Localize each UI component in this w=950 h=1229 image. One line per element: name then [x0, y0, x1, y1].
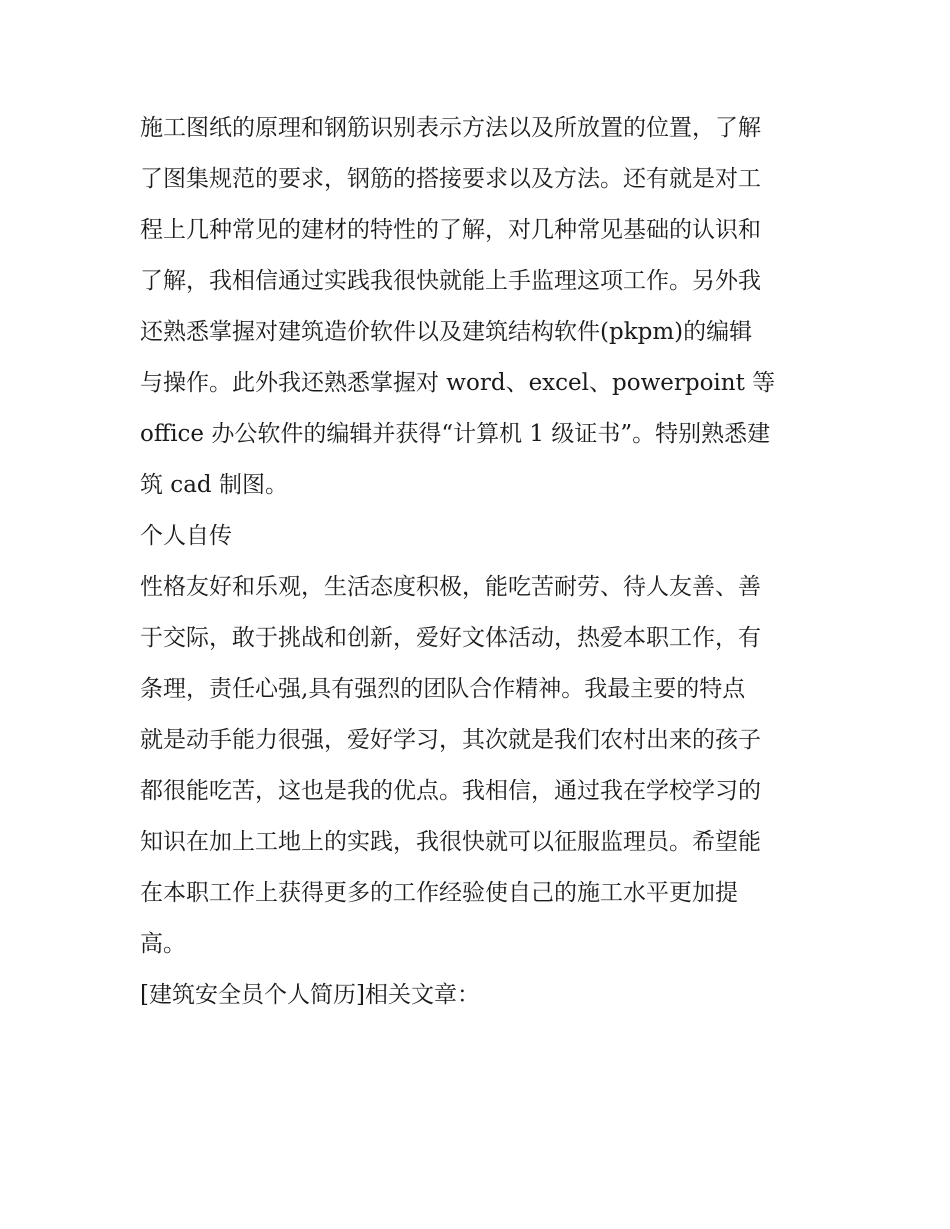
text-line: 了图集规范的要求，钢筋的搭接要求以及方法。还有就是对工: [140, 166, 761, 192]
text-line: 筑 cad 制图。: [140, 472, 288, 498]
text-line: 与操作。此外我还熟悉掌握对 word、excel、powerpoint 等: [140, 370, 776, 396]
text-line: 了解，我相信通过实践我很快就能上手监理这项工作。另外我: [140, 268, 761, 294]
paragraph-skills: [140, 103, 815, 511]
related-articles-label: [建筑安全员个人简历]相关文章：: [140, 982, 480, 1008]
text-line: 都很能吃苦，这也是我的优点。我相信，通过我在学校学习的: [140, 778, 761, 804]
text-line: 性格友好和乐观，生活态度积极，能吃苦耐劳、待人友善、善: [140, 574, 761, 600]
text-line: office 办公软件的编辑并获得“计算机 1 级证书”。特别熟悉建: [140, 421, 771, 447]
paragraph-autobiography: [140, 562, 815, 970]
text-line: 还熟悉掌握对建筑造价软件以及建筑结构软件(pkpm)的编辑: [140, 319, 753, 345]
text-line: 于交际，敢于挑战和创新，爱好文体活动，热爱本职工作，有: [140, 625, 761, 651]
text-line: 程上几种常见的建材的特性的了解，对几种常见基础的认识和: [140, 217, 761, 243]
text-line: 施工图纸的原理和钢筋识别表示方法以及所放置的位置，了解: [140, 115, 761, 141]
text-line: 就是动手能力很强，爱好学习，其次就是我们农村出来的孩子: [140, 727, 761, 753]
text-line: 在本职工作上获得更多的工作经验使自己的施工水平更加提: [140, 880, 738, 906]
section-heading: 个人自传: [140, 523, 232, 549]
text-line: 高。: [140, 931, 186, 957]
text-line: 知识在加上工地上的实践，我很快就可以征服监理员。希望能: [140, 829, 761, 855]
text-line: 条理，责任心强,具有强烈的团队合作精神。我最主要的特点: [140, 676, 746, 702]
document-body: [140, 103, 815, 1021]
